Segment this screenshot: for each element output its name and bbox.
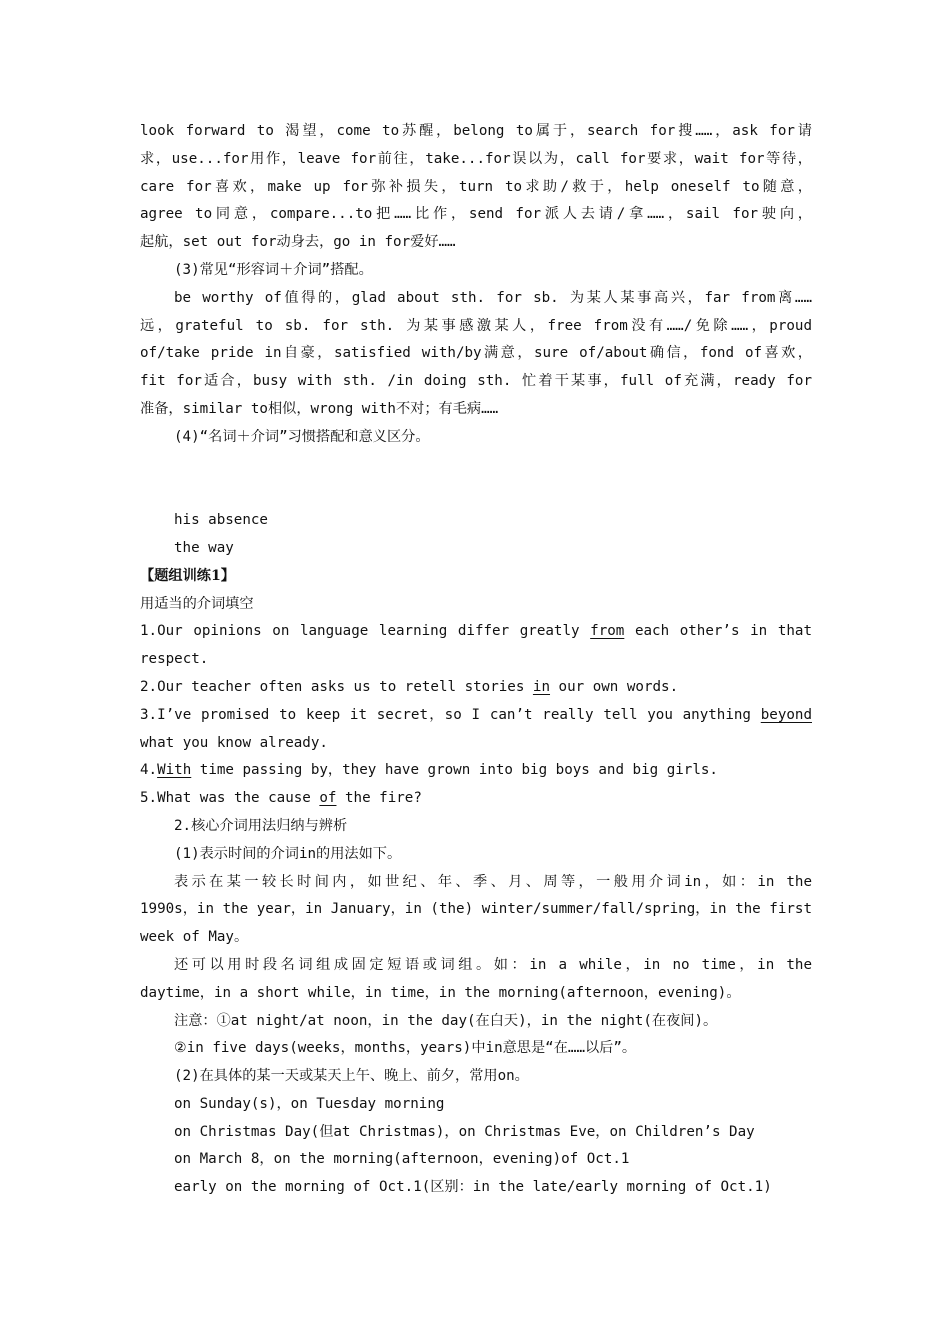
text-line: daytime，in a short while，in time，in the morning(afternoon，evening)。 [140, 984, 741, 1001]
text-line: 远，grateful to sb. for sth. 为某事感激某人，free from没有……/免除……，proud [140, 317, 812, 334]
example-line: on March 8，on the morning(afternoon，evening)of Oct.1 [174, 1151, 630, 1168]
answer-blank: beyond [760, 706, 812, 723]
example-line: on Sunday(s)，on Tuesday morning [174, 1095, 445, 1112]
text-line: 表示在某一较长时间内，如世纪、年、季、月、周等，一般用介词in，如：in the [174, 873, 812, 890]
exercise-title: 【题组训练1】 [140, 567, 235, 584]
verb-preposition-paragraph [140, 118, 812, 257]
note-line: ②in five days(weeks，months，years)中in意思是“在……以后”。 [174, 1040, 637, 1057]
text-line: care for喜欢，make up for弥补损失，turn to求助/救于，help oneself to随意， [140, 178, 812, 195]
text-line: 起航，set out for动身去，go in for爱好…… [140, 234, 456, 251]
noun-examples [140, 507, 812, 563]
answer-blank: in [532, 678, 551, 695]
on-examples [140, 1091, 812, 1202]
section2-title: 2.核心介词用法归纳与辨析 [174, 817, 348, 834]
document-page [140, 118, 812, 1202]
example-line: on Christmas Day(但at Christmas)，on Christmas Eve，on Children’s Day [174, 1123, 755, 1140]
text-line: 还可以用时段名词组成固定短语或词组。如：in a while，in no time，in the [174, 956, 812, 973]
text-line: 1990s，in the year，in January，in (the) winter/summer/fall/spring，in the first [140, 901, 812, 918]
example-line: early on the morning of Oct.1(区别：in the late/early morning of Oct.1) [174, 1179, 772, 1196]
text-line: fit for适合，busy with sth. /in doing sth. 忙着干某事，full of充满，ready for [140, 373, 812, 390]
in-phrases-paragraph [140, 952, 812, 1008]
exercise-item-continuation: what you know already. [140, 734, 328, 751]
text-line: be worthy of值得的，glad about sth. for sb. 为某人某事高兴，far from离…… [174, 289, 812, 306]
exercise-item-continuation: respect. [140, 651, 209, 668]
section-heading-adj-prep: (3)常见“形容词＋介词”搭配。 [174, 261, 373, 278]
text-line: week of May。 [140, 929, 249, 946]
note-line: 注意：①at night/at noon，in the day(在白天)，in the night(在夜间)。 [174, 1012, 718, 1029]
exercise-list [140, 618, 812, 813]
exercise-item: 2.Our teacher often asks us to retell stories in our own words. [140, 678, 679, 695]
text-line: of/take pride in自豪，satisfied with/by满意，sure of/about确信，fond of喜欢， [140, 345, 812, 362]
example-line: his absence [174, 512, 268, 529]
text-line: look forward to 渴望，come to苏醒，belong to属于，search for搜……，ask for请 [140, 123, 812, 139]
answer-blank: from [590, 623, 625, 640]
example-line: the way [174, 539, 234, 556]
answer-blank: of [319, 790, 337, 807]
text-line: agree to同意，compare...to把……比作，send for派人去请/拿……，sail for驶向， [140, 206, 812, 223]
answer-blank: With [157, 762, 192, 779]
exercise-item: 1.Our opinions on language learning differ greatly from each other’s in that [140, 623, 812, 640]
adjective-preposition-paragraph [140, 285, 812, 424]
text-line: 准备，similar to相似，wrong with不对；有毛病…… [140, 400, 499, 417]
exercise-item: 3.I’ve promised to keep it secret，so I can’t really tell you anything beyond [140, 706, 812, 723]
subsection2-title: (2)在具体的某一天或某天上午、晚上、前夕，常用on。 [174, 1068, 529, 1085]
subsection1-title: (1)表示时间的介词in的用法如下。 [174, 845, 402, 862]
text-line: 求，use...for用作，leave for前往，take...for误以为，call for要求，wait for等待， [140, 150, 812, 167]
blank-space [140, 452, 812, 508]
section-heading-noun-prep: (4)“名词＋介词”习惯搭配和意义区分。 [174, 428, 430, 445]
exercise-item: 4.With time passing by，they have grown into big boys and big girls. [140, 762, 718, 779]
exercise-instruction: 用适当的介词填空 [140, 595, 254, 612]
exercise-item: 5.What was the cause of the fire? [140, 790, 422, 807]
in-usage-paragraph [140, 869, 812, 952]
